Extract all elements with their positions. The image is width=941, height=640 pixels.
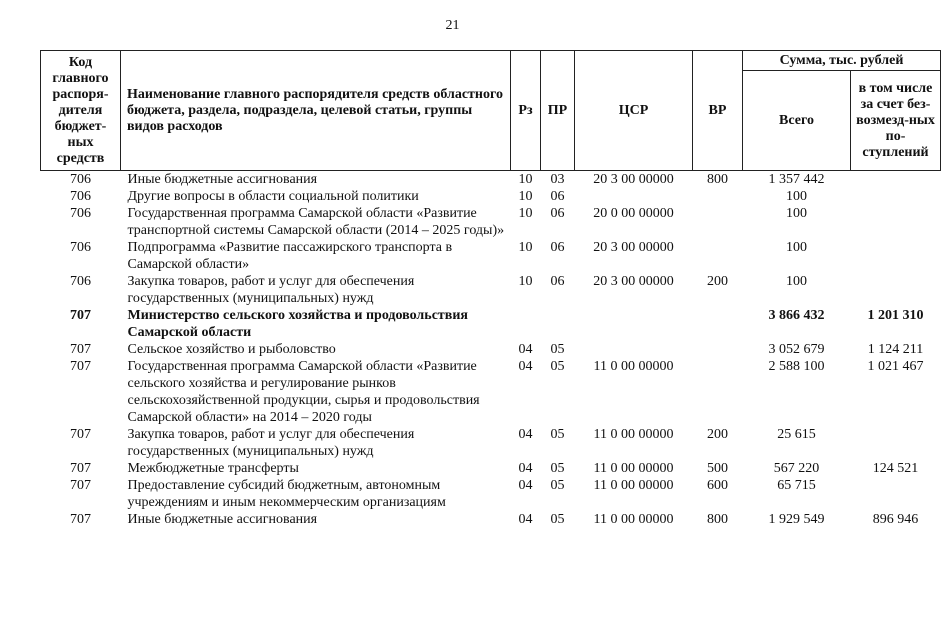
rz-cell	[511, 307, 541, 341]
csr-cell: 11 0 00 00000	[593, 427, 674, 442]
name-cell: Закупка товаров, работ и услуг для обеспечения государственных (муниципальных) нужд	[127, 274, 415, 306]
grants-cell	[851, 205, 941, 239]
vr-cell: 500	[707, 461, 728, 476]
rz-cell: 10	[518, 206, 533, 221]
table-row	[41, 341, 941, 358]
header-vsego: Всего	[743, 71, 851, 171]
code-cell: 707	[70, 461, 91, 476]
total-cell: 1 357 442	[768, 172, 825, 187]
grants-cell: 1 201 310	[867, 308, 924, 323]
pr-cell: 03	[550, 172, 565, 187]
header-bez: в том числе за счет без-возмезд-ных по-ступлений	[851, 71, 941, 171]
csr-cell: 11 0 00 00000	[593, 512, 674, 527]
rz-cell: 04	[518, 342, 533, 357]
vr-cell	[693, 239, 743, 273]
table-row	[41, 307, 941, 341]
table-row	[41, 273, 941, 307]
rz-cell: 04	[518, 512, 533, 527]
total-cell: 100	[786, 274, 807, 289]
vr-cell	[693, 307, 743, 341]
rz-cell: 04	[518, 461, 533, 476]
rz-cell: 04	[518, 359, 533, 374]
code-cell: 707	[70, 359, 91, 374]
total-cell: 100	[786, 240, 807, 255]
rz-cell: 10	[518, 189, 533, 204]
rz-cell: 10	[518, 274, 533, 289]
code-cell: 706	[70, 274, 91, 289]
header-csr: ЦСР	[575, 51, 693, 171]
table-row	[41, 477, 941, 511]
name-cell: Иные бюджетные ассигнования	[127, 512, 318, 527]
budget-table	[40, 50, 941, 528]
rz-cell: 04	[518, 478, 533, 493]
vr-cell: 200	[707, 427, 728, 442]
code-cell: 706	[70, 189, 91, 204]
pr-cell: 06	[550, 240, 565, 255]
pr-cell: 06	[550, 206, 565, 221]
total-cell: 1 929 549	[768, 512, 825, 527]
vr-cell	[693, 188, 743, 205]
table-row	[41, 171, 941, 189]
csr-cell: 11 0 00 00000	[593, 461, 674, 476]
name-cell: Закупка товаров, работ и услуг для обеспечения государственных (муниципальных) нужд	[127, 427, 415, 459]
pr-cell	[541, 307, 575, 341]
name-cell: Межбюджетные трансферты	[127, 461, 299, 476]
header-vr: ВР	[693, 51, 743, 171]
csr-cell	[575, 341, 693, 358]
code-cell: 707	[70, 427, 91, 442]
grants-cell: 1 124 211	[867, 342, 924, 357]
csr-cell: 20 3 00 00000	[593, 172, 674, 187]
header-rz: Рз	[511, 51, 541, 171]
grants-cell	[851, 477, 941, 511]
pr-cell: 05	[550, 512, 565, 527]
vr-cell: 200	[707, 274, 728, 289]
total-cell: 3 866 432	[768, 308, 825, 323]
grants-cell: 1 021 467	[867, 359, 924, 374]
total-cell: 2 588 100	[768, 359, 825, 374]
header-kod: Код главного распоря-дителя бюджет-ных средств	[41, 51, 121, 171]
csr-cell: 20 3 00 00000	[593, 240, 674, 255]
total-cell: 100	[786, 206, 807, 221]
name-cell: Предоставление субсидий бюджетным, автономным учреждениям и иным некоммерческим организациям	[127, 478, 446, 510]
table-row	[41, 188, 941, 205]
pr-cell: 05	[550, 461, 565, 476]
vr-cell: 600	[707, 478, 728, 493]
csr-cell	[575, 307, 693, 341]
vr-cell: 800	[707, 512, 728, 527]
name-cell: Государственная программа Самарской области «Развитие сельского хозяйства и регулирование рынков сельскохозяйственной продукции, сырья и продовольствия Самарской области» на 2014 – 2020 годы	[127, 359, 480, 425]
header-name: Наименование главного распорядителя средств областного бюджета, раздела, подраздела, целевой статьи, группы видов расходов	[121, 51, 511, 171]
csr-cell	[575, 188, 693, 205]
pr-cell: 05	[550, 427, 565, 442]
vr-cell	[693, 205, 743, 239]
name-cell: Другие вопросы в области социальной политики	[127, 189, 419, 204]
name-cell: Государственная программа Самарской области «Развитие транспортной системы Самарской области (2014 – 2025 годы)»	[127, 206, 505, 238]
name-cell: Иные бюджетные ассигнования	[127, 172, 318, 187]
name-cell: Сельское хозяйство и рыболовство	[127, 342, 336, 357]
grants-cell	[851, 171, 941, 189]
header-summa: Сумма, тыс. рублей	[743, 51, 941, 71]
grants-cell	[851, 273, 941, 307]
vr-cell	[693, 358, 743, 426]
table-row	[41, 426, 941, 460]
code-cell: 707	[70, 512, 91, 527]
grants-cell	[851, 239, 941, 273]
grants-cell	[851, 426, 941, 460]
header-pr: ПР	[541, 51, 575, 171]
table-body	[41, 171, 941, 529]
pr-cell: 06	[550, 274, 565, 289]
rz-cell: 10	[518, 240, 533, 255]
total-cell: 567 220	[773, 461, 820, 476]
rz-cell: 04	[518, 427, 533, 442]
pr-cell: 06	[550, 189, 565, 204]
pr-cell: 05	[550, 359, 565, 374]
total-cell: 3 052 679	[768, 342, 825, 357]
code-cell: 707	[70, 342, 91, 357]
code-cell: 706	[70, 172, 91, 187]
table-row	[41, 511, 941, 528]
code-cell: 706	[70, 206, 91, 221]
total-cell: 65 715	[777, 478, 816, 493]
total-cell: 25 615	[777, 427, 816, 442]
table-row	[41, 239, 941, 273]
vr-cell: 800	[707, 172, 728, 187]
csr-cell: 20 3 00 00000	[593, 274, 674, 289]
table-row	[41, 358, 941, 426]
table-row	[41, 205, 941, 239]
vr-cell	[693, 341, 743, 358]
grants-cell: 124 521	[872, 461, 919, 476]
rz-cell: 10	[518, 172, 533, 187]
grants-cell: 896 946	[872, 512, 919, 527]
table-header	[41, 51, 941, 171]
code-cell: 706	[70, 240, 91, 255]
code-cell: 707	[70, 308, 91, 323]
name-cell: Министерство сельского хозяйства и продовольствия Самарской области	[127, 308, 468, 340]
code-cell: 707	[70, 478, 91, 493]
csr-cell: 11 0 00 00000	[593, 359, 674, 374]
table-row	[41, 460, 941, 477]
pr-cell: 05	[550, 478, 565, 493]
csr-cell: 20 0 00 00000	[593, 206, 674, 221]
pr-cell: 05	[550, 342, 565, 357]
name-cell: Подпрограмма «Развитие пассажирского транспорта в Самарской области»	[127, 240, 453, 272]
grants-cell	[851, 188, 941, 205]
csr-cell: 11 0 00 00000	[593, 478, 674, 493]
page-number: 21	[445, 18, 460, 33]
total-cell: 100	[786, 189, 807, 204]
